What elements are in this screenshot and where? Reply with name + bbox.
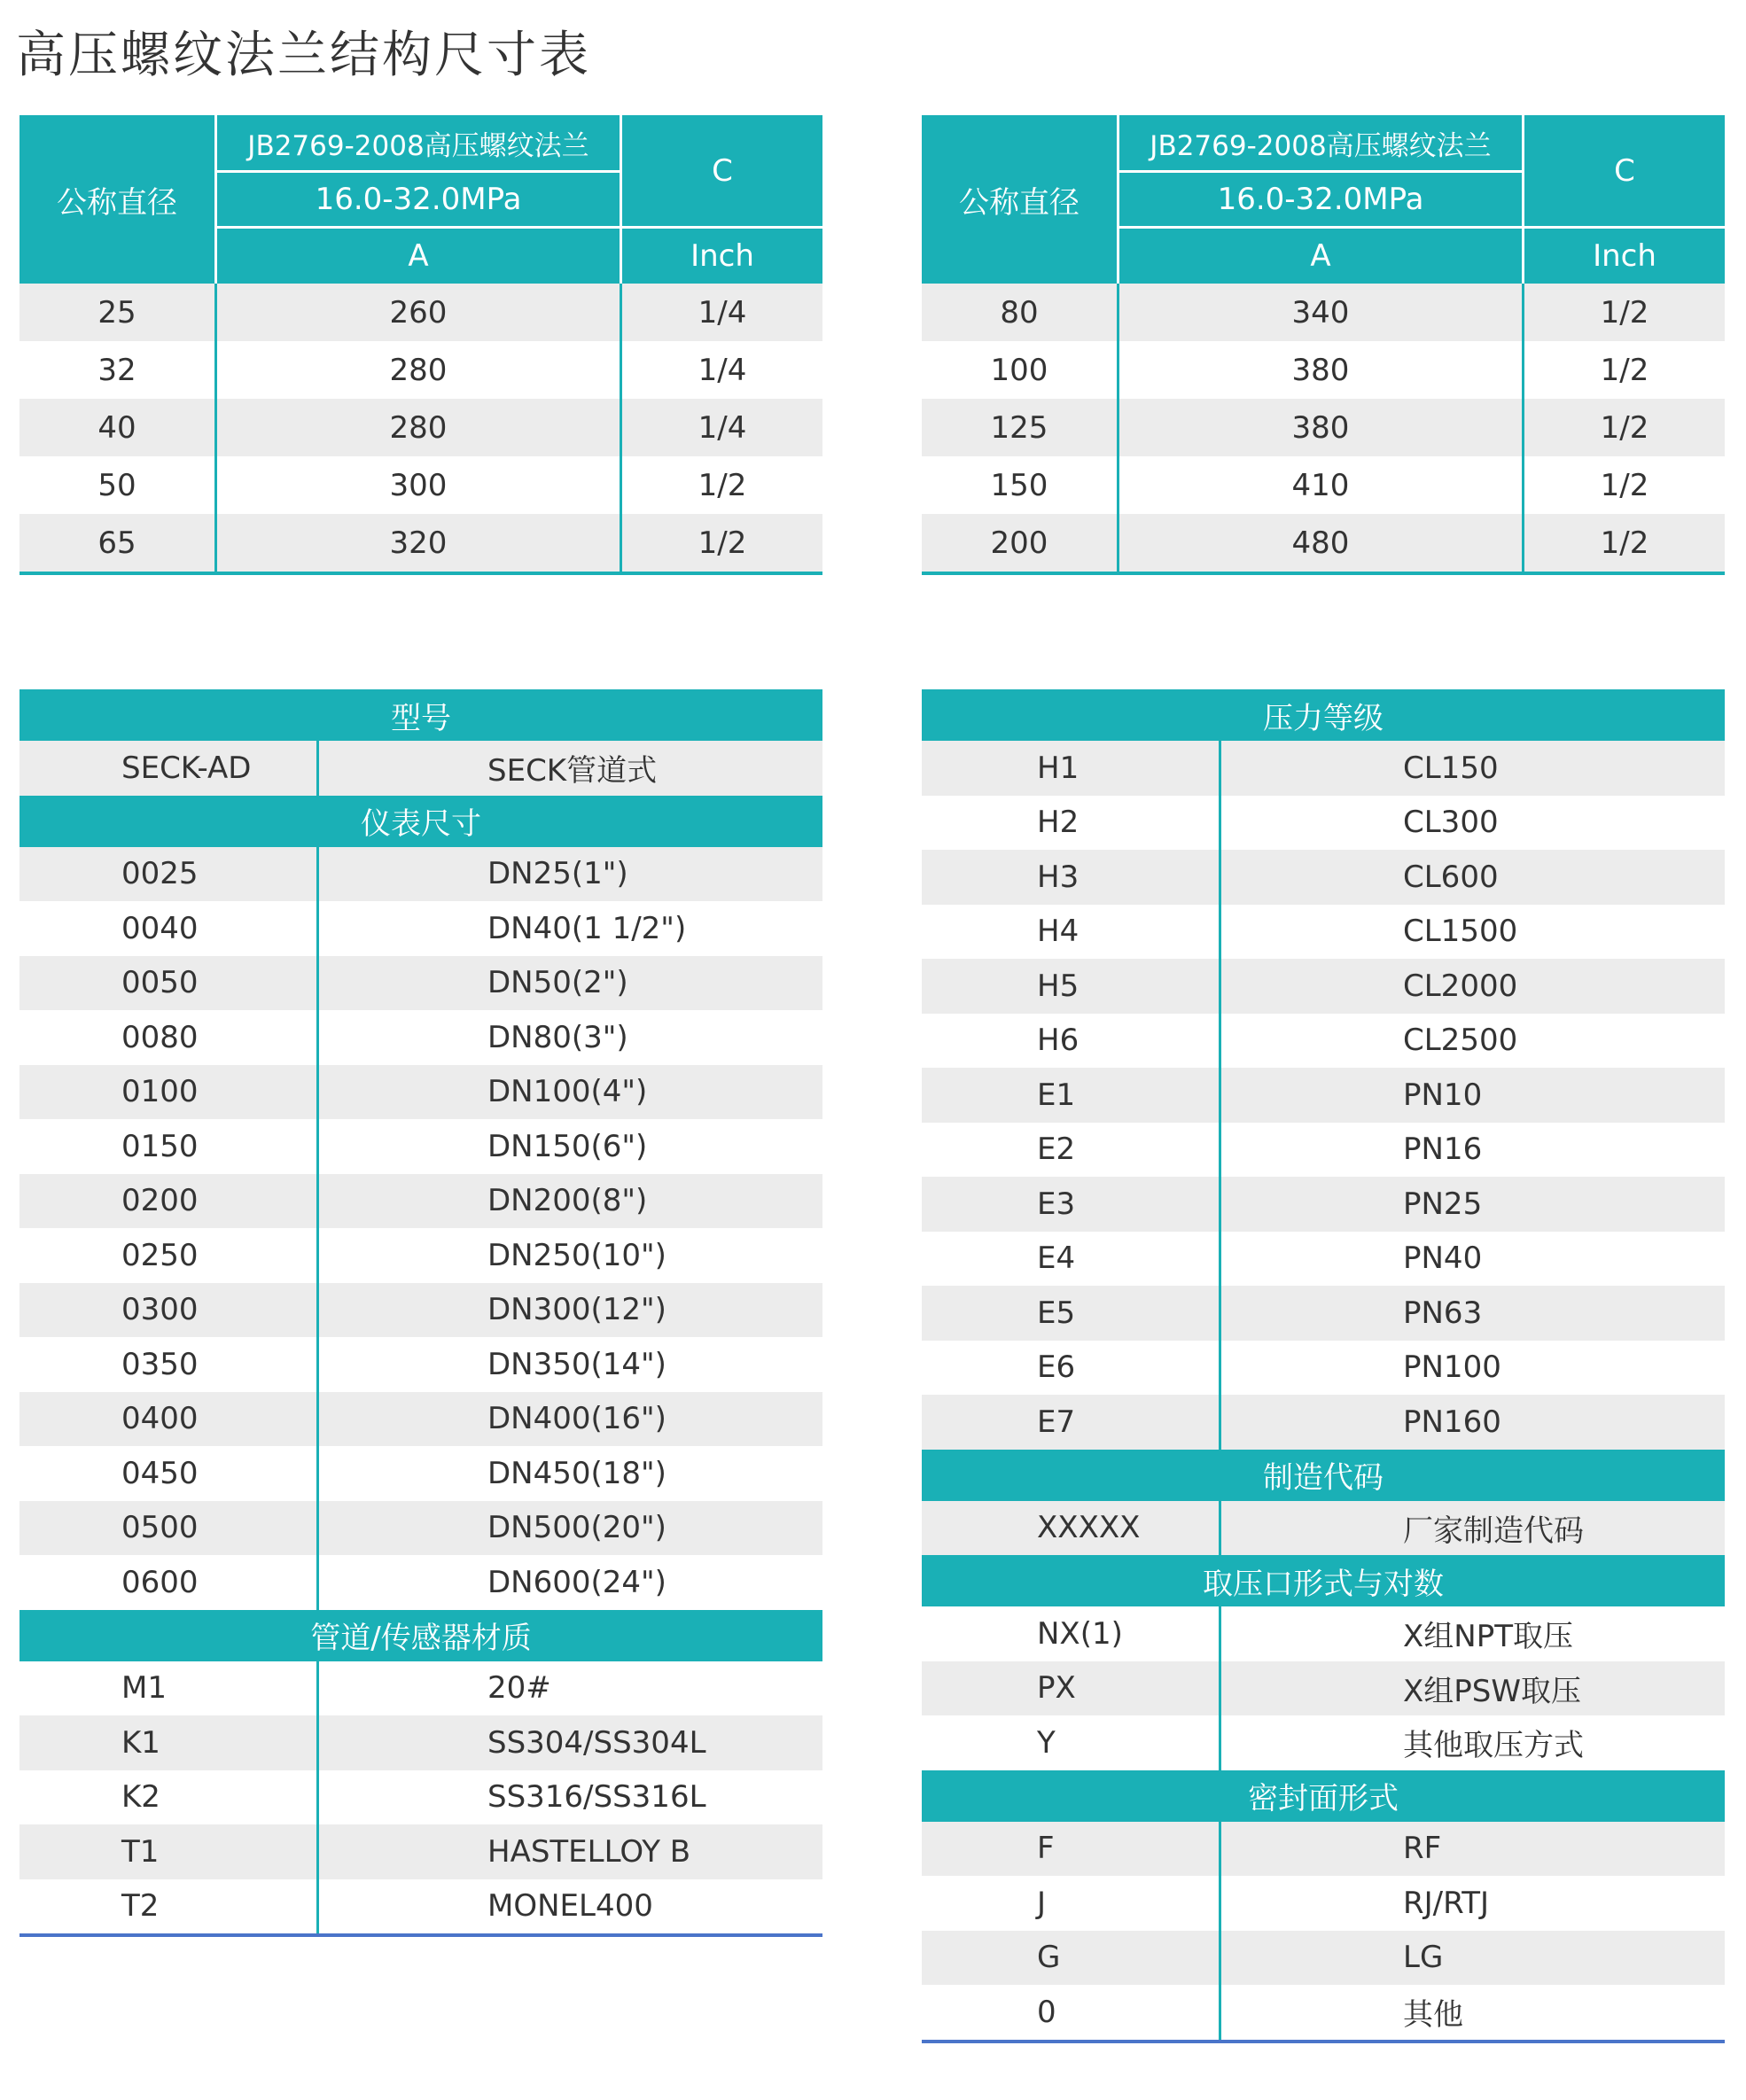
cell-c: 1/2 [1600, 525, 1649, 561]
dimension-rows [19, 284, 822, 572]
row-code: 0050 [19, 956, 319, 1011]
table-row [19, 1337, 822, 1392]
table-row [19, 901, 822, 956]
row-code: 0080 [19, 1010, 319, 1065]
table-row [922, 1123, 1725, 1178]
row-value: X组PSW取压 [1403, 1673, 1581, 1709]
table-bottom-line [19, 1933, 822, 1937]
table-row [922, 959, 1725, 1014]
header-col-inch: Inch [1593, 238, 1656, 274]
row-value: SS304/SS304L [487, 1724, 706, 1761]
section-header-size: 仪表尺寸 [19, 796, 822, 847]
table-row [922, 284, 1725, 341]
divider [1117, 115, 1119, 284]
table-row [19, 1715, 822, 1770]
section-header-seal: 密封面形式 [922, 1770, 1725, 1822]
divider [1119, 170, 1522, 173]
row-value: DN200(8") [487, 1183, 648, 1219]
table-row [922, 850, 1725, 905]
cell-a: 380 [1117, 399, 1524, 456]
row-code: XXXXX [922, 1501, 1221, 1556]
divider [1119, 226, 1725, 229]
row-code: K2 [19, 1770, 319, 1825]
row-value: DN350(14") [487, 1346, 666, 1382]
row-value: DN400(16") [487, 1401, 666, 1437]
page-title: 高压螺纹法兰结构尺寸表 [16, 27, 591, 84]
row-code: T1 [19, 1824, 319, 1879]
row-value: PN10 [1403, 1077, 1483, 1113]
row-code: 0150 [19, 1119, 319, 1174]
cell-dn: 32 [97, 352, 136, 388]
cell-a: 340 [1117, 284, 1524, 341]
table-row [19, 456, 822, 514]
table-row [19, 1879, 822, 1934]
cell-a: 300 [214, 456, 622, 514]
cell-dn: 25 [97, 294, 136, 331]
header-standard: JB2769-2008高压螺纹法兰 [247, 129, 589, 162]
section-header-maker-code: 制造代码 [922, 1450, 1725, 1501]
row-code: J [922, 1876, 1221, 1931]
cell-c: 1/4 [698, 352, 747, 388]
row-code: 0350 [19, 1337, 319, 1392]
section-header-pressure-tap: 取压口形式与对数 [922, 1555, 1725, 1606]
divider [217, 170, 620, 173]
table-row [922, 341, 1725, 399]
row-value: RF [1403, 1831, 1442, 1867]
row-code: Y [922, 1715, 1221, 1770]
table-bottom-line [922, 572, 1725, 575]
row-code: K1 [19, 1715, 319, 1770]
row-code: 0250 [19, 1228, 319, 1283]
cell-a: 380 [1117, 341, 1524, 399]
table-row [19, 1065, 822, 1120]
row-code: 0500 [19, 1501, 319, 1556]
cell-c: 1/2 [1600, 294, 1649, 331]
row-code: SECK-AD [19, 741, 319, 796]
row-value: CL300 [1403, 805, 1499, 841]
table-row [19, 1010, 822, 1065]
row-code: 0200 [19, 1174, 319, 1229]
cell-c: 1/4 [698, 409, 747, 446]
row-code: 0025 [19, 847, 319, 902]
row-value: X组NPT取压 [1403, 1619, 1573, 1655]
row-value: 厂家制造代码 [1403, 1513, 1584, 1549]
cell-dn: 125 [990, 409, 1048, 446]
row-value: 20# [487, 1670, 551, 1707]
section-header-material: 管道/传感器材质 [19, 1610, 822, 1661]
table-row [922, 1014, 1725, 1069]
row-code: E4 [922, 1232, 1221, 1287]
row-value: DN100(4") [487, 1074, 648, 1110]
row-value: SECK管道式 [487, 753, 658, 789]
header-nominal-diameter: 公称直径 [57, 184, 177, 221]
row-code: H3 [922, 850, 1221, 905]
table-row [922, 741, 1725, 796]
row-code: 0450 [19, 1446, 319, 1501]
row-value: PN63 [1403, 1295, 1483, 1331]
table-row [922, 514, 1725, 572]
table-row [922, 1822, 1725, 1877]
table-row [922, 1876, 1725, 1931]
row-value: DN40(1 1/2") [487, 910, 687, 946]
row-code: E5 [922, 1286, 1221, 1341]
row-value: PN160 [1403, 1404, 1501, 1440]
table-row [922, 1177, 1725, 1232]
cell-dn: 100 [990, 352, 1048, 388]
section-header-pressure: 压力等级 [922, 689, 1725, 741]
dimension-table-header [922, 115, 1725, 284]
divider [217, 226, 822, 229]
table-bottom-line [922, 2040, 1725, 2043]
row-code: 0 [922, 1985, 1221, 2040]
table-row [922, 1501, 1725, 1556]
cell-a: 480 [1117, 514, 1524, 572]
row-value: 其他 [1403, 1997, 1463, 2034]
table-bottom-line [19, 572, 822, 575]
table-row [19, 399, 822, 456]
header-col-c: C [1614, 152, 1635, 189]
row-value: 其他取压方式 [1403, 1728, 1584, 1764]
row-code: G [922, 1931, 1221, 1986]
table-row [922, 796, 1725, 851]
table-row [19, 847, 822, 902]
row-code: PX [922, 1661, 1221, 1716]
cell-dn: 80 [1000, 294, 1039, 331]
table-row [922, 1985, 1725, 2040]
cell-a: 280 [214, 341, 622, 399]
table-row [922, 905, 1725, 960]
cell-c: 1/4 [698, 294, 747, 331]
cell-dn: 150 [990, 467, 1048, 503]
table-row [922, 1661, 1725, 1716]
row-code: H4 [922, 905, 1221, 960]
row-value: DN150(6") [487, 1128, 648, 1164]
row-code: E3 [922, 1177, 1221, 1232]
table-row [19, 514, 822, 572]
cell-dn: 40 [97, 409, 136, 446]
table-row [19, 1501, 822, 1556]
cell-c: 1/2 [698, 525, 747, 561]
dimension-table-left [19, 115, 822, 574]
table-row [19, 1661, 822, 1716]
row-value: DN500(20") [487, 1510, 666, 1546]
table-row [922, 1341, 1725, 1396]
row-code: H1 [922, 741, 1221, 796]
table-row [19, 1119, 822, 1174]
row-value: CL2000 [1403, 968, 1518, 1004]
header-pressure: 16.0-32.0MPa [315, 182, 522, 217]
table-row [922, 1232, 1725, 1287]
row-value: PN25 [1403, 1186, 1483, 1222]
table-row [19, 1228, 822, 1283]
table-row [922, 399, 1725, 456]
divider [620, 115, 622, 284]
row-code: 0600 [19, 1555, 319, 1610]
row-code: F [922, 1822, 1221, 1877]
row-value: PN40 [1403, 1241, 1483, 1277]
table-row [922, 1395, 1725, 1450]
row-code: E1 [922, 1068, 1221, 1123]
table-row [19, 284, 822, 341]
row-value: PN100 [1403, 1349, 1501, 1386]
row-value: RJ/RTJ [1403, 1885, 1490, 1921]
cell-a: 280 [214, 399, 622, 456]
table-row [19, 1174, 822, 1229]
row-code: H2 [922, 796, 1221, 851]
cell-dn: 65 [97, 525, 136, 561]
header-col-c: C [712, 152, 733, 189]
table-row [19, 341, 822, 399]
dimension-table-right [922, 115, 1725, 574]
row-value: DN600(24") [487, 1564, 666, 1600]
row-value: DN300(12") [487, 1292, 666, 1328]
cell-a: 320 [214, 514, 622, 572]
row-value: SS316/SS316L [487, 1779, 706, 1816]
cell-dn: 50 [97, 467, 136, 503]
row-code: 0100 [19, 1065, 319, 1120]
dimension-rows [922, 284, 1725, 572]
table-row [922, 1286, 1725, 1341]
row-code: 0400 [19, 1392, 319, 1447]
divider [1522, 115, 1524, 284]
header-pressure: 16.0-32.0MPa [1217, 182, 1424, 217]
row-value: DN80(3") [487, 1019, 628, 1055]
header-col-inch: Inch [690, 238, 754, 274]
header-col-a: A [408, 238, 429, 274]
row-code: NX(1) [922, 1606, 1221, 1661]
cell-c: 1/2 [698, 467, 747, 503]
table-row [19, 1770, 822, 1825]
row-value: CL2500 [1403, 1023, 1518, 1059]
row-value: CL1500 [1403, 914, 1518, 950]
spec-table-left [19, 689, 822, 1937]
table-row [922, 1606, 1725, 1661]
cell-c: 1/2 [1600, 352, 1649, 388]
header-nominal-diameter: 公称直径 [959, 184, 1080, 221]
section-header-model: 型号 [19, 689, 822, 741]
row-value: HASTELLOY B [487, 1833, 691, 1870]
divider [214, 115, 217, 284]
row-value: CL150 [1403, 750, 1499, 786]
row-code: E2 [922, 1123, 1221, 1178]
row-code: 0040 [19, 901, 319, 956]
table-row [922, 1068, 1725, 1123]
table-row [19, 1555, 822, 1610]
row-code: E6 [922, 1341, 1221, 1396]
cell-a: 260 [214, 284, 622, 341]
header-col-a: A [1310, 238, 1331, 274]
row-code: H6 [922, 1014, 1221, 1069]
spec-table-right [922, 689, 1725, 2043]
table-row [19, 1824, 822, 1879]
row-value: LG [1403, 1940, 1444, 1976]
header-standard: JB2769-2008高压螺纹法兰 [1150, 129, 1492, 162]
row-value: DN450(18") [487, 1455, 666, 1491]
row-code: 0300 [19, 1283, 319, 1338]
table-row [922, 1715, 1725, 1770]
table-row [19, 1283, 822, 1338]
row-value: DN25(1") [487, 856, 628, 892]
row-value: DN250(10") [487, 1237, 666, 1273]
row-value: DN50(2") [487, 965, 628, 1001]
row-value: CL600 [1403, 859, 1499, 895]
table-row [19, 741, 822, 796]
cell-dn: 200 [990, 525, 1048, 561]
row-value: PN16 [1403, 1132, 1483, 1168]
table-row [19, 1392, 822, 1447]
cell-a: 410 [1117, 456, 1524, 514]
row-value: MONEL400 [487, 1888, 653, 1925]
table-row [19, 1446, 822, 1501]
row-code: M1 [19, 1661, 319, 1716]
row-code: E7 [922, 1395, 1221, 1450]
row-code: T2 [19, 1879, 319, 1934]
table-row [19, 956, 822, 1011]
row-code: H5 [922, 959, 1221, 1014]
table-row [922, 456, 1725, 514]
cell-c: 1/2 [1600, 409, 1649, 446]
dimension-table-header [19, 115, 822, 284]
cell-c: 1/2 [1600, 467, 1649, 503]
table-row [922, 1931, 1725, 1986]
